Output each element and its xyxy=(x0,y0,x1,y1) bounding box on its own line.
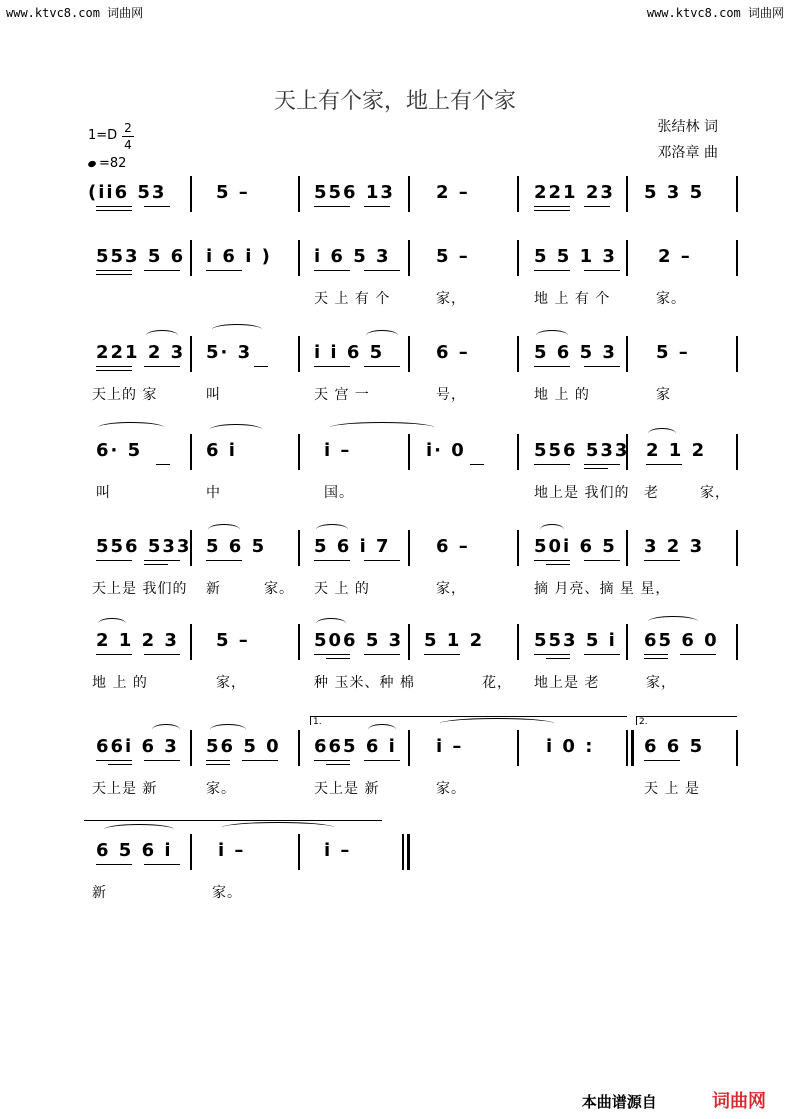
lyric: 天上是 新 xyxy=(92,781,158,797)
lyric: 家。 xyxy=(212,885,242,901)
lyric: 地 上 的 xyxy=(92,675,148,691)
lyric: 家， xyxy=(646,675,676,691)
bar-line xyxy=(517,730,519,766)
slur-arc xyxy=(648,428,676,439)
quarter-note-icon xyxy=(87,160,97,168)
second-ending-bracket xyxy=(636,716,737,725)
beam-underline xyxy=(534,270,570,271)
beam-underline xyxy=(144,864,180,865)
measure-notes: 6 6 5 xyxy=(644,736,705,757)
measure-notes: 65 6 0 xyxy=(644,630,719,651)
slur-arc xyxy=(104,824,174,835)
beam-underline xyxy=(108,764,132,765)
bar-line xyxy=(626,176,628,212)
measure-notes: 6 – xyxy=(436,342,470,363)
bar-line xyxy=(408,434,410,470)
source-footer xyxy=(582,1087,766,1113)
second-ending-label: 2. xyxy=(639,717,648,727)
beam-underline xyxy=(584,560,620,561)
measure-notes: i̇ 6 i̇ ) xyxy=(206,246,272,267)
slur-arc xyxy=(316,618,346,629)
beam-underline xyxy=(96,560,132,561)
slur-arc xyxy=(316,524,348,535)
slur-arc xyxy=(210,724,246,735)
measure-notes: 6 5 6 i̇ xyxy=(96,840,173,861)
slur-arc xyxy=(152,724,180,735)
bar-line xyxy=(517,530,519,566)
beam-underline xyxy=(644,654,668,655)
beam-underline xyxy=(206,760,230,761)
lyric: 家， xyxy=(700,485,730,501)
score-row-8 xyxy=(0,834,790,944)
beam-underline xyxy=(364,760,400,761)
tempo-marking xyxy=(88,156,126,171)
lyric: 家。 xyxy=(436,781,466,797)
measure-notes: 2 1 2 xyxy=(646,440,707,461)
beam-underline xyxy=(144,654,180,655)
lyric: 天 上 有 个 xyxy=(314,291,391,307)
measure-notes: 5 – xyxy=(656,342,690,363)
slur-arc xyxy=(146,330,178,341)
beam-underline xyxy=(314,270,350,271)
measure-notes: 553 5 i̇ xyxy=(534,630,617,651)
measure-notes: 556 533 xyxy=(96,536,192,557)
bar-line xyxy=(626,530,628,566)
measure-notes: 5 1 2 xyxy=(424,630,485,651)
bar-line xyxy=(517,434,519,470)
beam-underline xyxy=(584,464,620,465)
beam-underline xyxy=(96,370,132,371)
final-bar-line-thick xyxy=(407,834,410,870)
bar-line xyxy=(408,336,410,372)
measure-notes: (i̇i̇6 53 xyxy=(88,182,167,203)
slur-arc xyxy=(648,616,698,627)
lyric: 摘 月亮、摘 星 星， xyxy=(534,581,671,597)
beam-underline xyxy=(314,366,350,367)
beam-underline xyxy=(584,654,620,655)
bar-line xyxy=(298,530,300,566)
lyric: 家。 xyxy=(264,581,294,597)
lyric: 天 宫 一 xyxy=(314,387,370,403)
beam-underline xyxy=(644,560,680,561)
lyric: 家， xyxy=(436,291,466,307)
composer-credit: 邓洛章 曲 xyxy=(657,145,718,161)
bar-line xyxy=(298,624,300,660)
lyric: 家， xyxy=(216,675,246,691)
lyric: 天上是 我们的 xyxy=(92,581,188,597)
beam-underline xyxy=(326,764,350,765)
measure-notes: i̇· 0 xyxy=(426,440,466,461)
tempo-value: =82 xyxy=(99,156,127,171)
beam-underline xyxy=(534,560,570,561)
lyric: 家， xyxy=(436,581,466,597)
beam-underline xyxy=(96,206,132,207)
beam-underline xyxy=(144,560,180,561)
measure-notes: i̇ – xyxy=(436,736,464,757)
lyric: 家 xyxy=(656,387,671,403)
beam-underline xyxy=(546,658,570,659)
bar-line xyxy=(408,176,410,212)
bar-line xyxy=(190,624,192,660)
lyric: 叫 xyxy=(96,485,111,501)
measure-notes: 66i̇ 6 3 xyxy=(96,736,179,757)
bar-line xyxy=(190,730,192,766)
beam-underline xyxy=(96,366,132,367)
measure-notes: 56 5 0 xyxy=(206,736,281,757)
beam-underline xyxy=(364,366,400,367)
beam-underline xyxy=(534,210,570,211)
measure-notes: 2 – xyxy=(436,182,470,203)
measure-notes: 5 – xyxy=(216,182,250,203)
time-signature xyxy=(122,120,134,153)
measure-notes: 5 3 5 xyxy=(644,182,705,203)
beam-underline xyxy=(144,366,180,367)
lyric: 种 玉米、种 棉 xyxy=(314,675,415,691)
beam-underline xyxy=(364,654,400,655)
beam-underline xyxy=(534,206,570,207)
beam-underline xyxy=(96,760,132,761)
lyric: 家。 xyxy=(656,291,686,307)
bar-line xyxy=(736,240,738,276)
lyricist-credit: 张结林 词 xyxy=(657,119,718,135)
beam-underline xyxy=(314,760,350,761)
slur-arc xyxy=(98,422,164,433)
bar-line xyxy=(736,336,738,372)
beam-underline xyxy=(96,654,132,655)
bar-line xyxy=(190,240,192,276)
slur-arc xyxy=(540,524,564,535)
beam-underline xyxy=(314,560,350,561)
measure-notes: i̇ i̇ 6 5 xyxy=(314,342,385,363)
bar-line xyxy=(517,624,519,660)
watermark-right: www.ktvc8.com 词曲网 xyxy=(646,6,784,20)
lyric: 花， xyxy=(482,675,512,691)
beam-underline xyxy=(644,658,668,659)
slur-arc xyxy=(98,618,126,629)
watermark-left: www.ktvc8.com 词曲网 xyxy=(6,6,144,20)
bar-line xyxy=(408,530,410,566)
beam-underline xyxy=(646,464,682,465)
slur-arc xyxy=(222,822,334,833)
bar-line xyxy=(190,834,192,870)
measure-notes: 221 23 xyxy=(534,182,615,203)
measure-notes: 2 1 2 3 xyxy=(96,630,179,651)
time-sig-top: 2 xyxy=(124,121,132,135)
score-row-4 xyxy=(0,434,790,544)
beam-underline xyxy=(144,564,168,565)
bar-line xyxy=(736,730,738,766)
bar-line xyxy=(626,240,628,276)
bar-line xyxy=(626,336,628,372)
measure-notes: 5 6 5 xyxy=(206,536,267,557)
beam-underline xyxy=(584,206,610,207)
beam-underline xyxy=(206,270,242,271)
measure-notes: 665 6 i̇ xyxy=(314,736,397,757)
measure-notes: 556 533 xyxy=(534,440,630,461)
bar-line xyxy=(298,834,300,870)
measure-notes: 6· 5 xyxy=(96,440,143,461)
measure-notes: 5 – xyxy=(216,630,250,651)
beam-underline xyxy=(680,654,716,655)
footer-source-text: 本曲谱源自 xyxy=(581,1093,657,1111)
beam-underline xyxy=(156,464,170,465)
lyric: 天上是 新 xyxy=(314,781,380,797)
measure-notes: 556 13 xyxy=(314,182,395,203)
bar-line xyxy=(626,624,628,660)
beam-underline xyxy=(254,366,268,367)
measure-notes: 5 – xyxy=(436,246,470,267)
beam-underline xyxy=(206,764,230,765)
slur-arc xyxy=(210,424,262,435)
bar-line xyxy=(408,240,410,276)
slur-arc xyxy=(368,724,396,735)
bar-line xyxy=(298,730,300,766)
beam-underline xyxy=(96,864,132,865)
brand-logo[interactable]: 词曲网 xyxy=(712,1091,766,1112)
lyric: 新 xyxy=(206,581,221,597)
measure-notes: 5 5 1 3 xyxy=(534,246,617,267)
bar-line xyxy=(736,624,738,660)
bar-line xyxy=(190,176,192,212)
beam-underline xyxy=(364,270,400,271)
slur-arc xyxy=(208,524,240,535)
beam-underline xyxy=(314,654,350,655)
lyric: 家。 xyxy=(206,781,236,797)
bar-line xyxy=(190,434,192,470)
measure-notes: i̇ 6 5 3 xyxy=(314,246,391,267)
beam-underline xyxy=(206,560,242,561)
beam-underline xyxy=(534,464,570,465)
beam-underline xyxy=(470,464,484,465)
lyric: 叫 xyxy=(206,387,221,403)
bar-line xyxy=(298,240,300,276)
beam-underline xyxy=(326,658,350,659)
measure-notes: 5· 3 xyxy=(206,342,253,363)
measure-notes: 553 5 6 xyxy=(96,246,186,267)
beam-underline xyxy=(96,270,132,271)
lyric: 国。 xyxy=(324,485,354,501)
beam-underline xyxy=(534,366,570,367)
measure-notes: i̇ 0 : xyxy=(546,736,595,757)
measure-notes: 3 2 3 xyxy=(644,536,705,557)
bar-line xyxy=(517,336,519,372)
bar-line xyxy=(408,624,410,660)
measure-notes: 5 6 5 3 xyxy=(534,342,617,363)
lyric: 中 xyxy=(206,485,221,501)
final-bar-line xyxy=(402,834,404,870)
lyric: 地 上 有 个 xyxy=(534,291,611,307)
measure-notes: 221 2 3 xyxy=(96,342,186,363)
measure-notes: 6 – xyxy=(436,536,470,557)
beam-underline xyxy=(144,206,170,207)
measure-notes: 5 6 i̇ 7 xyxy=(314,536,391,557)
bar-line xyxy=(190,336,192,372)
bar-line xyxy=(298,434,300,470)
beam-underline xyxy=(584,366,620,367)
measure-notes: 2 – xyxy=(658,246,692,267)
beam-underline xyxy=(364,560,400,561)
song-title: 天上有个家，地上有个家 xyxy=(273,89,516,114)
lyric: 地 上 的 xyxy=(534,387,590,403)
lyric: 新 xyxy=(92,885,107,901)
measure-notes: 506 5 3 xyxy=(314,630,404,651)
beam-underline xyxy=(96,274,132,275)
lyric: 天 上 的 xyxy=(314,581,370,597)
first-ending-label: 1. xyxy=(313,717,322,727)
measure-notes: i̇ – xyxy=(324,840,352,861)
slur-arc xyxy=(536,330,568,341)
beam-underline xyxy=(584,270,620,271)
bar-line xyxy=(298,336,300,372)
repeat-bar-line xyxy=(626,730,628,766)
time-sig-bottom: 4 xyxy=(124,138,132,152)
repeat-bar-line-thick xyxy=(631,730,634,766)
beam-underline xyxy=(364,206,390,207)
beam-underline xyxy=(584,468,608,469)
bar-line xyxy=(736,530,738,566)
bar-line xyxy=(408,730,410,766)
key-signature: 1=D xyxy=(88,128,118,143)
lyric: 地上是 老 xyxy=(534,675,600,691)
bar-line xyxy=(298,176,300,212)
measure-notes: 6 i̇ xyxy=(206,440,237,461)
beam-underline xyxy=(534,654,570,655)
lyric: 天 上 是 xyxy=(644,781,700,797)
beam-underline xyxy=(144,760,180,761)
beam-underline xyxy=(644,760,680,761)
measure-notes: i̇ – xyxy=(324,440,352,461)
measure-notes: i̇ – xyxy=(218,840,246,861)
bar-line xyxy=(736,434,738,470)
bar-line xyxy=(736,176,738,212)
lyric: 天上的 家 xyxy=(92,387,158,403)
bar-line xyxy=(517,176,519,212)
measure-notes: 50i̇ 6 5 xyxy=(534,536,617,557)
beam-underline xyxy=(314,206,350,207)
beam-underline xyxy=(242,760,278,761)
lyric: 号， xyxy=(436,387,466,403)
slur-arc xyxy=(212,324,262,335)
beam-underline xyxy=(546,564,570,565)
beam-underline xyxy=(96,210,132,211)
slur-arc xyxy=(366,330,398,341)
lyric: 老 xyxy=(644,485,659,501)
slur-arc xyxy=(440,718,554,729)
beam-underline xyxy=(144,270,180,271)
slur-arc xyxy=(330,422,434,433)
beam-underline xyxy=(424,654,460,655)
bar-line xyxy=(517,240,519,276)
lyric: 地上是 我们的 xyxy=(534,485,630,501)
